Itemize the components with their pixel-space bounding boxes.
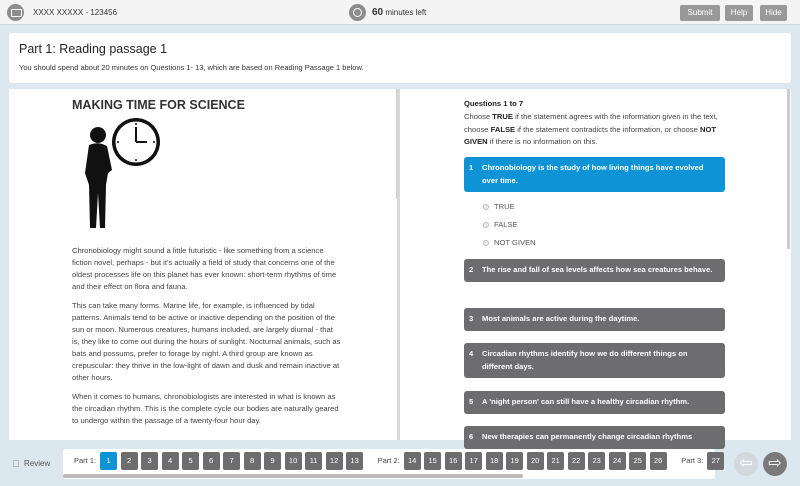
- question-text: Chronobiology is the study of how living things have evolved over time.: [482, 163, 704, 185]
- passage-paragraph: Chronobiology might sound a little futuristic - like something from a science fiction novel, perhaps - but it's actually a field of study that concerns one of the oldest processes life on this planet has ever known: short-term rhythms of time and their effect on flora and fauna.: [72, 246, 337, 291]
- passage-panel[interactable]: [9, 89, 399, 440]
- question-4[interactable]: [464, 343, 725, 378]
- question-nav-button[interactable]: 20: [527, 452, 544, 470]
- submit-button[interactable]: Submit: [680, 5, 720, 21]
- checkbox-icon[interactable]: [13, 460, 19, 467]
- question-text: Most animals are active during the daytime.: [482, 314, 640, 323]
- passage-paragraph: When it comes to humans, chronobiologists are interested in what is known as the circadian rhythm. This is the complete cycle our bodies are naturally geared to undergo within the passage of a twenty-four hour day.: [72, 392, 339, 425]
- question-nav-button[interactable]: 22: [568, 452, 585, 470]
- question-nav-button[interactable]: 27: [707, 452, 724, 470]
- person-and-clock-illustration: [79, 115, 179, 235]
- passage-text: [72, 245, 342, 434]
- questions-scrollbar[interactable]: [787, 89, 790, 249]
- question-nav-button[interactable]: 4: [162, 452, 179, 470]
- instr-not-given: NOT GIVEN: [464, 124, 717, 146]
- top-bar: [0, 0, 800, 25]
- part-instructions: You should spend about 20 minutes on Questions 1- 13, which are based on Reading Passage 1 below.: [19, 63, 364, 72]
- question-nav-button[interactable]: 5: [182, 452, 199, 470]
- question-text: Circadian rhythms identify how we do different things on different days.: [482, 349, 688, 371]
- question-nav-button[interactable]: 16: [445, 452, 462, 470]
- question-nav-button[interactable]: 10: [285, 452, 302, 470]
- question-nav-button[interactable]: 14: [404, 452, 421, 470]
- question-nav-button[interactable]: 25: [629, 452, 646, 470]
- option-label: NOT GIVEN: [494, 238, 536, 247]
- previous-arrow-icon[interactable]: ⇦: [734, 452, 758, 476]
- timer-value: 60: [372, 7, 384, 18]
- question-nav-button[interactable]: 2: [121, 452, 138, 470]
- timer-unit: minutes left: [385, 8, 427, 17]
- option-true[interactable]: [483, 202, 515, 211]
- navigator-row: [63, 452, 728, 470]
- question-nav-button[interactable]: 23: [588, 452, 605, 470]
- radio-icon[interactable]: [483, 222, 489, 228]
- question-nav-button[interactable]: 8: [244, 452, 261, 470]
- question-6[interactable]: [464, 426, 725, 449]
- questions-panel[interactable]: [400, 89, 791, 440]
- question-text: The rise and fall of sea levels affects how sea creatures behave.: [482, 265, 713, 274]
- option-false[interactable]: [483, 220, 518, 229]
- question-text: New therapies can permanently change circadian rhythms: [482, 432, 693, 441]
- question-3[interactable]: [464, 308, 725, 331]
- passage-paragraph: This can take many forms. Marine life, for example, is influenced by tidal patterns. Animals tend to be active or inactive depending on the position of the sun or moon. Numerous creatures, humans included, are largely diurnal - that is, they like to come out during the hours of sunlight. Nocturnal animals, such as bats and possums, prefer to forage by night. A third group are known as crepuscular: they thrive in the low-light of dawn and dusk and remain inactive at other hours.: [72, 301, 341, 382]
- option-not-given[interactable]: [483, 238, 536, 247]
- question-nav-button[interactable]: 7: [223, 452, 240, 470]
- review-label: Review: [24, 459, 51, 468]
- question-number: 3: [469, 314, 474, 323]
- question-number: 5: [469, 397, 474, 406]
- question-nav-button[interactable]: 19: [506, 452, 523, 470]
- question-nav-button[interactable]: 17: [465, 452, 482, 470]
- question-nav-button[interactable]: 9: [264, 452, 281, 470]
- instr-text: if the statement agrees with the information given in the text, choose: [464, 112, 718, 134]
- help-button[interactable]: Help: [725, 5, 753, 21]
- passage-title: MAKING TIME FOR SCIENCE: [72, 98, 245, 112]
- next-arrow-icon[interactable]: ⇨: [763, 452, 787, 476]
- radio-icon[interactable]: [483, 204, 489, 210]
- hide-button[interactable]: Hide: [760, 5, 787, 21]
- question-2[interactable]: [464, 259, 725, 282]
- radio-icon[interactable]: [483, 240, 489, 246]
- question-nav-button[interactable]: 15: [424, 452, 441, 470]
- question-nav-button[interactable]: 12: [326, 452, 343, 470]
- instr-text: Choose: [464, 112, 493, 121]
- question-text: A 'night person' can still have a healthy circadian rhythm.: [482, 397, 690, 406]
- candidate-id: XXXX XXXXX - 123456: [33, 8, 118, 17]
- question-number: 1: [469, 163, 474, 172]
- question-number: 4: [469, 349, 474, 358]
- question-number: 2: [469, 265, 474, 274]
- question-navigator: [63, 449, 720, 479]
- question-nav-button[interactable]: 6: [203, 452, 220, 470]
- instructions-box: [9, 33, 791, 83]
- question-nav-button[interactable]: 1: [100, 452, 117, 470]
- instr-true: TRUE: [492, 112, 513, 121]
- part-title: Part 1: Reading passage 1: [19, 42, 168, 56]
- review-checkbox[interactable]: [13, 459, 50, 468]
- question-nav-button[interactable]: 13: [346, 452, 363, 470]
- question-number: 6: [469, 432, 474, 441]
- instr-false: FALSE: [490, 124, 516, 134]
- navigator-scrollbar[interactable]: [63, 474, 523, 478]
- part-2-label[interactable]: Part 2:: [377, 456, 400, 465]
- clock-icon: [349, 4, 366, 21]
- question-nav-button[interactable]: 3: [141, 452, 158, 470]
- question-nav-button[interactable]: 26: [650, 452, 667, 470]
- candidate-icon: [7, 4, 24, 21]
- question-5[interactable]: [464, 391, 725, 414]
- instr-text: if there is no information on this.: [487, 137, 598, 146]
- questions-instructions: [464, 111, 734, 149]
- questions-heading: Questions 1 to 7: [464, 99, 524, 108]
- question-nav-button[interactable]: 24: [609, 452, 626, 470]
- part-1-label[interactable]: Part 1:: [74, 456, 97, 465]
- question-nav-button[interactable]: 11: [305, 452, 322, 470]
- question-nav-button[interactable]: 18: [486, 452, 503, 470]
- instr-text: if the statement contradicts the information, or choose: [515, 124, 700, 134]
- option-label: TRUE: [494, 202, 515, 211]
- question-1[interactable]: [464, 157, 725, 192]
- timer: [372, 7, 426, 18]
- option-label: FALSE: [494, 220, 518, 229]
- part-3-label[interactable]: Part 3:: [681, 456, 704, 465]
- question-nav-button[interactable]: 21: [547, 452, 564, 470]
